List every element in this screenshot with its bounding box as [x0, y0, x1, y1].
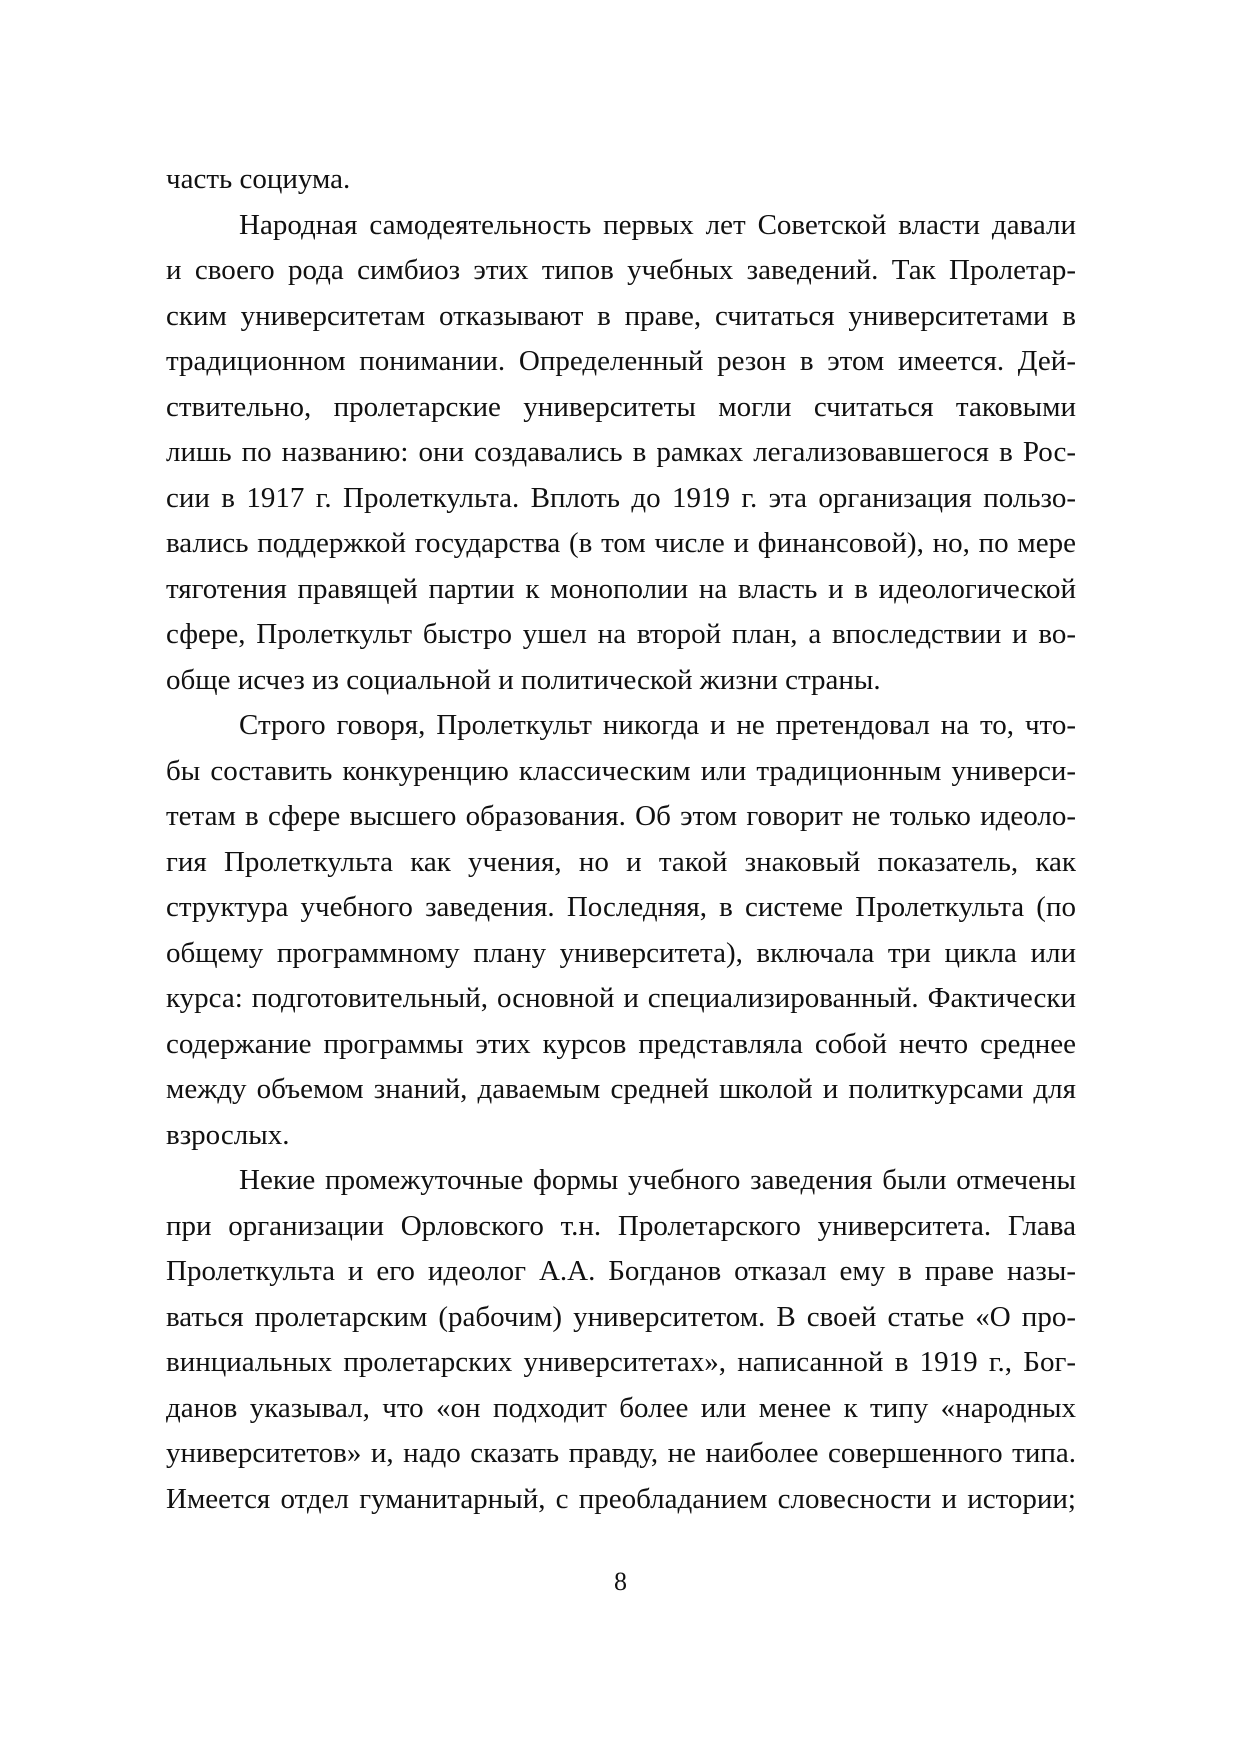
- text-line: и своего рода симбиоз этих типов учебных заведений. Так Пролетар-: [166, 254, 1076, 286]
- text-line: Имеется отдел гуманитарный, с преобладанием словесности и истории;: [166, 1482, 1076, 1515]
- text-line: бы составить конкуренцию классическим или традиционным универси-: [166, 754, 1076, 787]
- text-line: Некие промежуточные формы учебного заведения были отмечены: [239, 1164, 1076, 1196]
- text-line: обще исчез из социальной и политической жизни страны.: [166, 663, 881, 696]
- text-line: курса: подготовительный, основной и специализированный. Фактически: [166, 982, 1076, 1014]
- text-line: ствительно, пролетарские университеты могли считаться таковыми: [166, 390, 1076, 423]
- text-line: вались поддержкой государства (в том числе и финансовой), но, по мере: [166, 527, 1076, 559]
- body-text: [166, 157, 1076, 1522]
- text-line: общему программному плану университета), включала три цикла или: [166, 936, 1076, 969]
- text-line: тяготения правящей партии к монополии на власть и в идеологической: [166, 572, 1076, 605]
- text-line: при организации Орловского т.н. Пролетарского университета. Глава: [166, 1209, 1076, 1242]
- text-line: сфере, Пролеткульт быстро ушел на второй план, а впоследствии и во-: [166, 618, 1076, 650]
- text-line: между объемом знаний, даваемым средней школой и политкурсами для: [166, 1073, 1076, 1105]
- text-line: университетов» и, надо сказать правду, не наиболее совершенного типа.: [166, 1437, 1076, 1469]
- text-line: ваться пролетарским (рабочим) университетом. В своей статье «О про-: [166, 1300, 1076, 1333]
- text-line: часть социума.: [166, 163, 351, 195]
- text-line: сии в 1917 г. Пролеткульта. Вплоть до 1919 г. эта организация пользо-: [166, 481, 1076, 514]
- text-line: ским университетам отказывают в праве, считаться университетами в: [166, 299, 1076, 332]
- text-line: содержание программы этих курсов представляла собой нечто среднее: [166, 1027, 1076, 1060]
- text-line: структура учебного заведения. Последняя, в системе Пролеткульта (по: [166, 891, 1076, 923]
- text-line: Народная самодеятельность первых лет Советской власти давали: [239, 208, 1076, 241]
- text-line: Пролеткульта и его идеолог А.А. Богданов отказал ему в праве назы-: [166, 1255, 1076, 1287]
- page-number: 8: [614, 1567, 627, 1596]
- text-line: тетам в сфере высшего образования. Об этом говорит не только идеоло-: [166, 800, 1076, 832]
- text-line: гия Пролеткульта как учения, но и такой знаковый показатель, как: [166, 845, 1076, 878]
- text-line: традиционном понимании. Определенный резон в этом имеется. Дей-: [166, 345, 1076, 377]
- text-line: лишь по названию: они создавались в рамках легализовавшегося в Рос-: [166, 436, 1076, 468]
- text-line: Строго говоря, Пролеткульт никогда и не претендовал на то, что-: [239, 709, 1076, 741]
- text-line: данов указывал, что «он подходит более или менее к типу «народных: [166, 1391, 1076, 1424]
- text-line: взрослых.: [166, 1118, 290, 1151]
- text-line: винциальных пролетарских университетах», написанной в 1919 г., Бог-: [166, 1346, 1076, 1378]
